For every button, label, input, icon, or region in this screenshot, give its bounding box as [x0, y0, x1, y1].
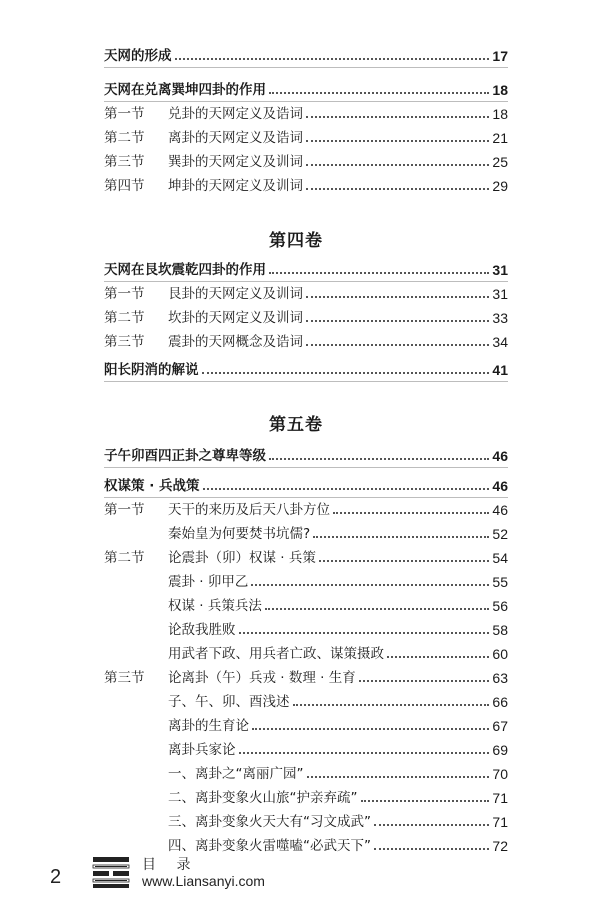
dot-leader	[265, 608, 490, 610]
dot-leader	[359, 680, 490, 682]
dot-leader	[361, 800, 490, 802]
page-number: 2	[50, 866, 62, 888]
entry-title: 阳长阴消的解说	[104, 362, 199, 378]
entry-title: 坤卦的天网定义及训词	[168, 178, 303, 194]
entry-title: 坎卦的天网定义及训词	[168, 310, 303, 326]
section-label: 第三节	[104, 670, 145, 686]
dot-leader	[202, 372, 490, 374]
section-label: 第二节	[104, 550, 145, 566]
page-ref: 63	[492, 670, 508, 686]
toc-chapter-entry	[104, 354, 508, 378]
page-ref: 54	[492, 550, 508, 566]
section-label: 第四节	[104, 178, 145, 194]
toc-section-entry	[104, 758, 508, 782]
entry-title: 权谋 · 兵策兵法	[168, 598, 262, 614]
volume-heading: 第四卷	[269, 231, 323, 251]
toc-chapter-entry	[104, 74, 508, 98]
dot-leader	[306, 188, 489, 190]
entry-title: 巽卦的天网定义及训词	[168, 154, 303, 170]
toc-chapter-entry	[104, 470, 508, 494]
dot-leader	[387, 656, 489, 658]
entry-title: 权谋策 · 兵战策	[104, 478, 200, 494]
entry-title: 兑卦的天网定义及诰词	[168, 106, 303, 122]
dot-leader	[313, 536, 489, 538]
dot-leader	[374, 824, 489, 826]
dot-leader	[307, 776, 490, 778]
toc-section-entry	[104, 782, 508, 806]
entry-title: 四、离卦变象火雷噬嗑“必武天下”	[168, 838, 371, 854]
toc-section-entry	[104, 302, 508, 326]
toc-chapter-entry	[104, 440, 508, 464]
divider	[104, 67, 508, 68]
toc-section-entry	[104, 146, 508, 170]
section-label: 第三节	[104, 154, 145, 170]
dot-leader	[203, 488, 490, 490]
section-label: 第一节	[104, 502, 145, 518]
dot-leader	[306, 296, 489, 298]
entry-title: 论离卦（午）兵戎 · 数理 · 生育	[168, 670, 356, 686]
toc-section-entry	[104, 278, 508, 302]
page-ref: 29	[492, 178, 508, 194]
page-ref: 31	[492, 286, 508, 302]
dot-leader	[306, 140, 489, 142]
entry-title: 秦始皇为何要焚书坑儒?	[168, 526, 311, 542]
page-ref: 70	[492, 766, 508, 782]
entry-title: 子午卯酉四正卦之尊卑等级	[104, 448, 266, 464]
dot-leader	[333, 512, 489, 514]
page-ref: 18	[492, 82, 508, 98]
page-ref: 71	[492, 790, 508, 806]
page-ref: 21	[492, 130, 508, 146]
page-ref: 31	[492, 262, 508, 278]
dot-leader	[269, 92, 489, 94]
dot-leader	[306, 116, 489, 118]
toc-section-entry	[104, 614, 508, 638]
page-ref: 56	[492, 598, 508, 614]
page-ref: 67	[492, 718, 508, 734]
divider	[104, 381, 508, 382]
section-label: 第三节	[104, 334, 145, 350]
dot-leader	[293, 704, 490, 706]
entry-title: 艮卦的天网定义及训词	[168, 286, 303, 302]
entry-title: 天网在艮坎震乾四卦的作用	[104, 262, 266, 278]
section-label: 第一节	[104, 106, 145, 122]
page-ref: 46	[492, 448, 508, 464]
entry-title: 离卦兵家论	[168, 742, 236, 758]
toc-section-entry	[104, 806, 508, 830]
toc-section-entry	[104, 122, 508, 146]
entry-title: 一、离卦之“离丽广园”	[168, 766, 304, 782]
toc-section-entry	[104, 686, 508, 710]
entry-title: 二、离卦变象火山旅“护亲弃疏”	[168, 790, 358, 806]
section-label: 第二节	[104, 130, 145, 146]
entry-title: 震卦的天网概念及诰词	[168, 334, 303, 350]
dot-leader	[239, 632, 490, 634]
dot-leader	[252, 728, 489, 730]
page-ref: 46	[492, 502, 508, 518]
trigram-logo-icon	[92, 855, 130, 889]
toc-section-entry	[104, 830, 508, 854]
dot-leader	[306, 164, 489, 166]
entry-title: 震卦 · 卯甲乙	[168, 574, 249, 590]
page-ref: 18	[492, 106, 508, 122]
footer-title: 目 录	[142, 857, 199, 873]
dot-leader	[306, 320, 489, 322]
section-label: 第二节	[104, 310, 145, 326]
toc-section-entry	[104, 170, 508, 194]
section-label: 第一节	[104, 286, 145, 302]
toc-section-entry	[104, 638, 508, 662]
entry-title: 论敌我胜败	[168, 622, 236, 638]
page-ref: 17	[492, 48, 508, 64]
entry-title: 论震卦（卯）权谋 · 兵策	[168, 550, 316, 566]
dot-leader	[319, 560, 490, 562]
page-ref: 69	[492, 742, 508, 758]
page-ref: 60	[492, 646, 508, 662]
page-ref: 71	[492, 814, 508, 830]
toc-chapter-entry	[104, 254, 508, 278]
dot-leader	[269, 272, 489, 274]
page-ref: 33	[492, 310, 508, 326]
toc-section-entry	[104, 710, 508, 734]
dot-leader	[239, 752, 490, 754]
dot-leader	[374, 848, 489, 850]
entry-title: 三、离卦变象火天大有“习文成武”	[168, 814, 371, 830]
page-ref: 52	[492, 526, 508, 542]
page-ref: 25	[492, 154, 508, 170]
toc-chapter-entry	[104, 40, 508, 64]
dot-leader	[251, 584, 489, 586]
toc-section-entry	[104, 542, 508, 566]
dot-leader	[269, 458, 489, 460]
toc-section-entry	[104, 662, 508, 686]
entry-title: 天干的来历及后天八卦方位	[168, 502, 330, 518]
page-ref: 41	[492, 362, 508, 378]
toc-section-entry	[104, 566, 508, 590]
page-ref: 34	[492, 334, 508, 350]
entry-title: 用武者下政、用兵者亡政、谋策摄政	[168, 646, 384, 662]
footer-url: www.Liansanyi.com	[142, 873, 265, 889]
toc-section-entry	[104, 326, 508, 350]
toc-section-entry	[104, 98, 508, 122]
entry-title: 天网在兑离巽坤四卦的作用	[104, 82, 266, 98]
toc-section-entry	[104, 734, 508, 758]
toc-section-entry	[104, 518, 508, 542]
entry-title: 子、午、卯、酉浅述	[168, 694, 290, 710]
page-ref: 55	[492, 574, 508, 590]
volume-heading: 第五卷	[269, 415, 323, 435]
dot-leader	[306, 344, 489, 346]
page-ref: 72	[492, 838, 508, 854]
entry-title: 离卦的天网定义及诰词	[168, 130, 303, 146]
divider	[104, 467, 508, 468]
page-ref: 66	[492, 694, 508, 710]
page-ref: 46	[492, 478, 508, 494]
page-ref: 58	[492, 622, 508, 638]
entry-title: 天网的形成	[104, 48, 172, 64]
dot-leader	[175, 58, 490, 60]
entry-title: 离卦的生育论	[168, 718, 249, 734]
toc-section-entry	[104, 494, 508, 518]
toc-section-entry	[104, 590, 508, 614]
